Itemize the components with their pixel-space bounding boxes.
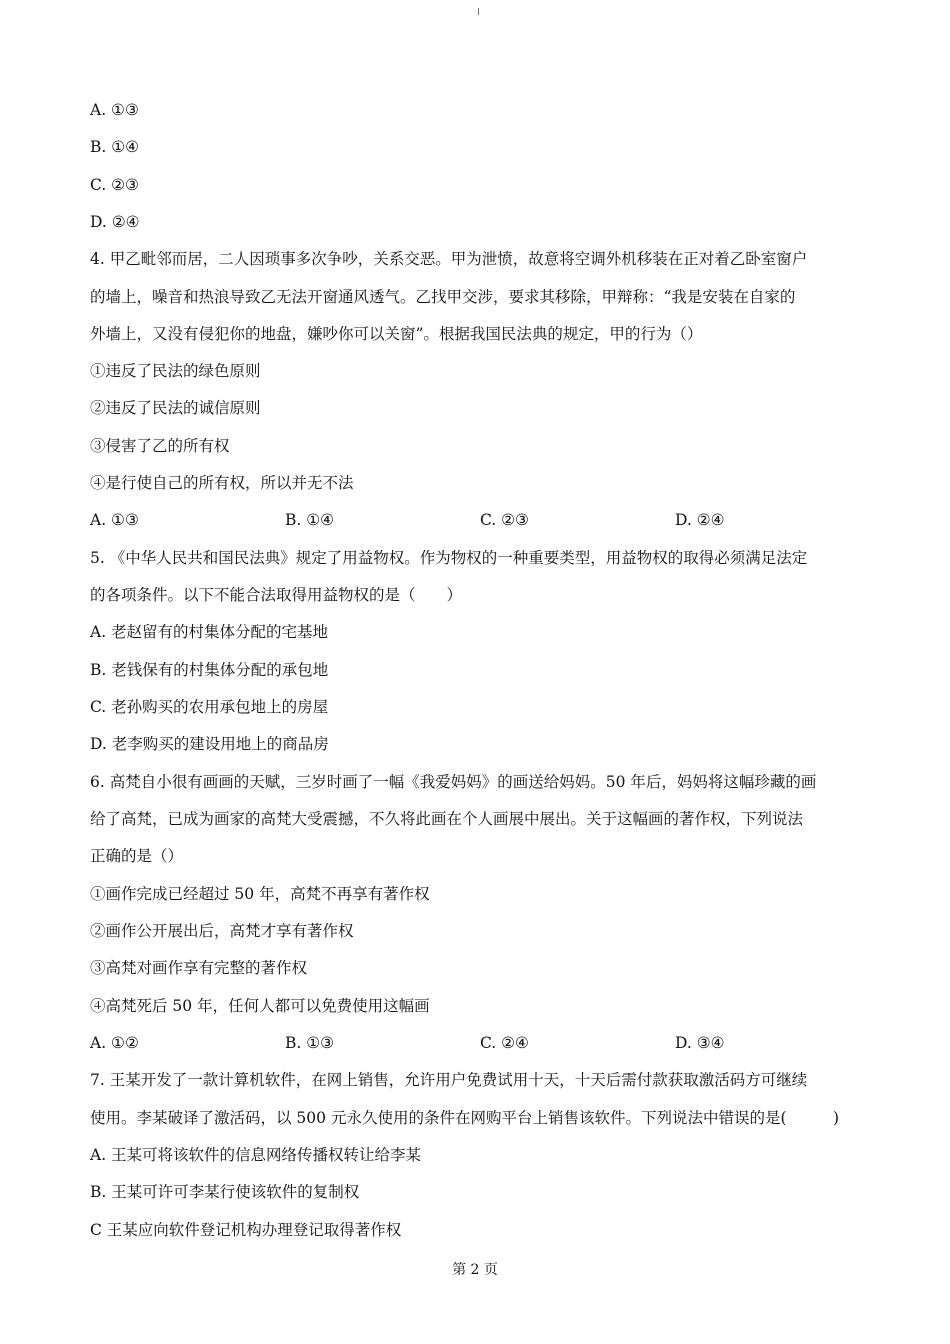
q4-item-2: ②违反了民法的诚信原则: [90, 399, 261, 417]
q6-stem-line-3: 正确的是（）: [90, 847, 184, 865]
page-top-mark: [478, 8, 479, 15]
q7-option-b: B. 王某可许可李某行使该软件的复制权: [90, 1183, 360, 1201]
q5-option-a: A. 老赵留有的村集体分配的宅基地: [90, 623, 329, 641]
q7-stem-line-1: 7. 王某开发了一款计算机软件，在网上销售，允许用户免费试用十天，十天后需付款获取激活码方可继续: [90, 1071, 808, 1089]
q6-item-1: ①画作完成已经超过 50 年，高梵不再享有著作权: [90, 885, 430, 903]
q6-stem-line-2: 给了高梵，已成为画家的高梵大受震撼，不久将此画在个人画展中展出。关于这幅画的著作权，下列说法: [90, 810, 804, 828]
q4-stem-line-2: 的墙上，噪音和热浪导致乙无法开窗通风透气。乙找甲交涉，要求其移除，甲辩称：“我是安装在自家的: [90, 288, 796, 306]
q5-option-b: B. 老钱保有的村集体分配的承包地: [90, 661, 329, 679]
q6-option-b: B. ①③: [285, 1034, 335, 1052]
q3-option-a: A. ①③: [90, 101, 139, 119]
q5-stem-line-2: 的各项条件。以下不能合法取得用益物权的是（ ）: [90, 586, 463, 604]
q6-item-4: ④高梵死后 50 年，任何人都可以免费使用这幅画: [90, 997, 430, 1015]
q4-option-a: A. ①③: [90, 511, 139, 529]
q6-stem-line-1: 6. 高梵自小很有画画的天赋，三岁时画了一幅《我爱妈妈》的画送给妈妈。50 年后，妈妈将这幅珍藏的画: [90, 773, 817, 791]
q6-option-d: D. ③④: [675, 1034, 725, 1052]
q6-option-c: C. ②④: [480, 1034, 529, 1052]
q4-stem-line-3: 外墙上，又没有侵犯你的地盘，嫌吵你可以关窗”。根据我国民法典的规定，甲的行为（）: [90, 325, 703, 343]
q5-option-d: D. 老李购买的建设用地上的商品房: [90, 735, 329, 753]
q6-item-3: ③高梵对画作享有完整的著作权: [90, 959, 308, 977]
q4-option-d: D. ②④: [675, 511, 725, 529]
q4-item-4: ④是行使自己的所有权，所以并无不法: [90, 474, 354, 492]
q4-stem-line-1: 4. 甲乙毗邻而居，二人因琐事多次争吵，关系交恶。甲为泄愤，故意将空调外机移装在正对着乙卧室窗户: [90, 250, 808, 268]
q6-item-2: ②画作公开展出后，高梵才享有著作权: [90, 922, 354, 940]
q5-option-c: C. 老孙购买的农用承包地上的房屋: [90, 698, 329, 716]
q7-option-a: A. 王某可将该软件的信息网络传播权转让给李某: [90, 1146, 422, 1164]
page-number: 第 2 页: [452, 1262, 498, 1278]
q4-item-1: ①违反了民法的绿色原则: [90, 362, 261, 380]
q7-option-c: C 王某应向软件登记机构办理登记取得著作权: [90, 1221, 402, 1239]
q4-item-3: ③侵害了乙的所有权: [90, 437, 230, 455]
q4-option-c: C. ②③: [480, 511, 529, 529]
q3-option-b: B. ①④: [90, 138, 140, 156]
q4-option-b: B. ①④: [285, 511, 335, 529]
q5-stem-line-1: 5. 《中华人民共和国民法典》规定了用益物权。作为物权的一种重要类型，用益物权的取得必须满足法定: [90, 549, 808, 567]
q7-stem-line-2: 使用。李某破译了激活码，以 500 元永久使用的条件在网购平台上销售该软件。下列说法中错误的是( ): [90, 1109, 840, 1127]
q3-option-c: C. ②③: [90, 176, 139, 194]
q3-option-d: D. ②④: [90, 213, 140, 231]
q6-option-a: A. ①②: [90, 1034, 139, 1052]
